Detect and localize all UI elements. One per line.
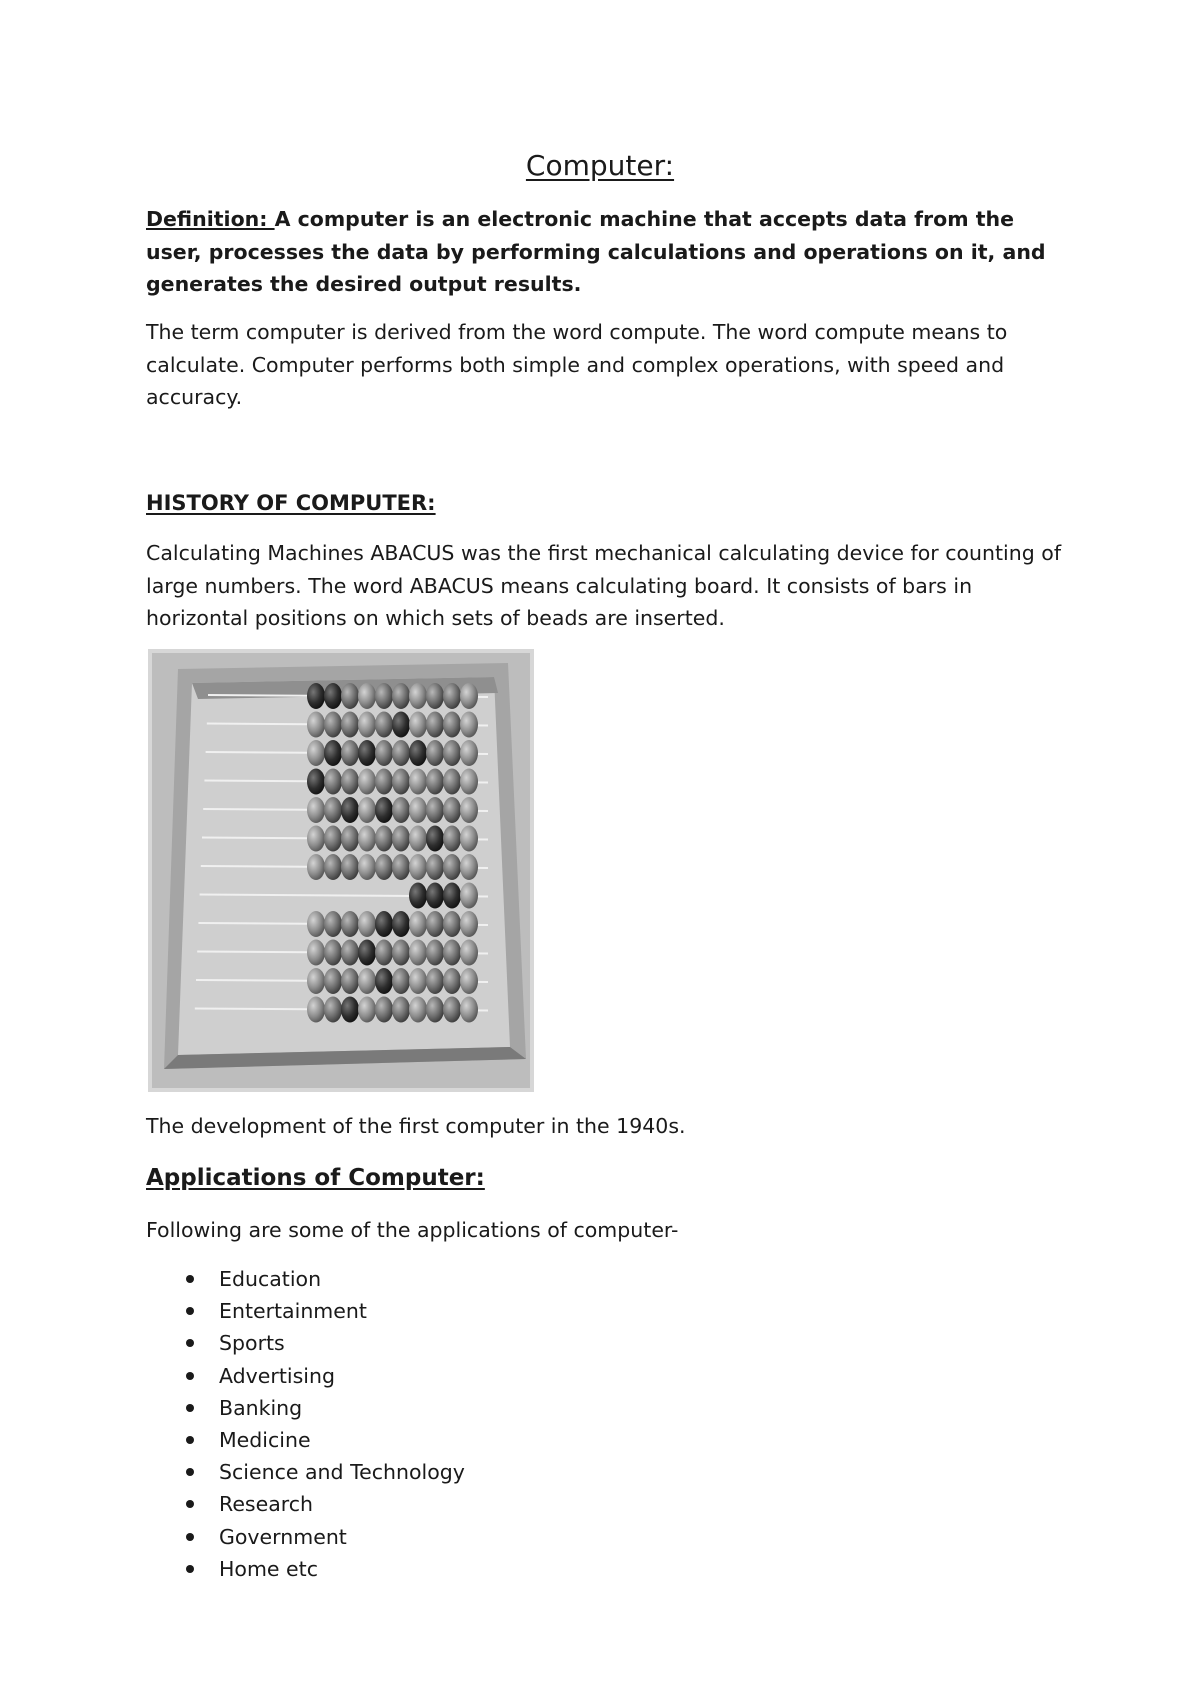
abacus-bead xyxy=(392,968,410,994)
abacus-bead xyxy=(443,883,461,909)
bullet-icon xyxy=(186,1275,194,1283)
abacus-bead xyxy=(324,769,342,795)
abacus-bead xyxy=(460,997,478,1023)
abacus-bead xyxy=(426,826,444,852)
abacus-bead xyxy=(341,968,359,994)
abacus-bead xyxy=(392,854,410,880)
abacus-bead xyxy=(426,683,444,709)
abacus-bead xyxy=(409,997,427,1023)
abacus-bead xyxy=(443,769,461,795)
abacus-bead xyxy=(307,797,325,823)
abacus-bead xyxy=(426,883,444,909)
bullet-icon xyxy=(186,1533,194,1541)
bullet-icon xyxy=(186,1339,194,1347)
abacus-bead xyxy=(409,940,427,966)
abacus-bead xyxy=(358,712,376,738)
list-item: Education xyxy=(180,1263,465,1295)
abacus-bead xyxy=(409,826,427,852)
abacus-bead xyxy=(443,797,461,823)
abacus-bead xyxy=(307,683,325,709)
abacus-bead xyxy=(460,740,478,766)
abacus-bead xyxy=(426,854,444,880)
abacus-bead xyxy=(358,940,376,966)
abacus-bead xyxy=(460,826,478,852)
abacus-bead xyxy=(460,911,478,937)
abacus-bead xyxy=(409,797,427,823)
abacus-bead xyxy=(443,826,461,852)
abacus-bead xyxy=(375,683,393,709)
abacus-bead xyxy=(443,940,461,966)
definition-text: A computer is an electronic machine that accepts data from the user, processes the data by performing calculations and operations on it, and generates the desired output results. xyxy=(146,207,1046,296)
applications-heading: Applications of Computer: xyxy=(146,1165,485,1191)
abacus-bead xyxy=(358,911,376,937)
list-item: Medicine xyxy=(180,1424,465,1456)
abacus-bead xyxy=(392,683,410,709)
abacus-bead xyxy=(392,997,410,1023)
list-item: Home etc xyxy=(180,1553,465,1585)
abacus-bead xyxy=(375,997,393,1023)
abacus-bead xyxy=(341,797,359,823)
abacus-bead xyxy=(307,769,325,795)
abacus-bead xyxy=(443,997,461,1023)
abacus-bead xyxy=(392,911,410,937)
abacus-bead xyxy=(324,683,342,709)
abacus-bead xyxy=(409,968,427,994)
abacus-bead xyxy=(443,740,461,766)
abacus-bead xyxy=(324,911,342,937)
definition-label: Definition: xyxy=(146,207,275,231)
abacus-bead xyxy=(375,740,393,766)
abacus-bead xyxy=(409,769,427,795)
abacus-bead xyxy=(409,854,427,880)
abacus-bead xyxy=(426,712,444,738)
abacus-bead xyxy=(324,854,342,880)
abacus-bead xyxy=(426,997,444,1023)
abacus-bead xyxy=(460,797,478,823)
abacus-bead xyxy=(341,769,359,795)
abacus-bead xyxy=(460,854,478,880)
abacus-bead xyxy=(426,740,444,766)
abacus-bead xyxy=(358,683,376,709)
abacus-bead xyxy=(324,940,342,966)
list-item: Government xyxy=(180,1521,465,1553)
abacus-bead xyxy=(426,911,444,937)
applications-intro: Following are some of the applications of computer- xyxy=(146,1218,679,1242)
bullet-icon xyxy=(186,1372,194,1380)
abacus-bead xyxy=(375,712,393,738)
abacus-bead xyxy=(341,740,359,766)
abacus-bead xyxy=(409,683,427,709)
abacus-bead xyxy=(307,911,325,937)
list-item: Entertainment xyxy=(180,1295,465,1327)
list-item: Research xyxy=(180,1488,465,1520)
abacus-bead xyxy=(341,854,359,880)
abacus-bead xyxy=(392,740,410,766)
abacus-bead xyxy=(375,911,393,937)
abacus-bead xyxy=(307,940,325,966)
abacus-bead xyxy=(426,968,444,994)
abacus-bead xyxy=(307,826,325,852)
abacus-bead xyxy=(409,712,427,738)
abacus-bead xyxy=(443,911,461,937)
abacus-bead xyxy=(375,940,393,966)
bullet-icon xyxy=(186,1307,194,1315)
abacus-bead xyxy=(341,683,359,709)
abacus-bead xyxy=(409,883,427,909)
abacus-bead xyxy=(426,797,444,823)
abacus-bead xyxy=(460,712,478,738)
abacus-bead xyxy=(341,712,359,738)
bullet-icon xyxy=(186,1500,194,1508)
abacus-bead xyxy=(341,826,359,852)
abacus-bead xyxy=(443,854,461,880)
abacus-bead xyxy=(409,911,427,937)
abacus-bead xyxy=(307,997,325,1023)
abacus-bead xyxy=(324,797,342,823)
abacus-bead xyxy=(443,683,461,709)
abacus-bead xyxy=(341,997,359,1023)
abacus-bead xyxy=(460,968,478,994)
abacus-bead xyxy=(307,740,325,766)
abacus-bead xyxy=(324,826,342,852)
abacus-bead xyxy=(375,797,393,823)
abacus-bead xyxy=(460,683,478,709)
bullet-icon xyxy=(186,1436,194,1444)
abacus-bead xyxy=(307,854,325,880)
bullet-icon xyxy=(186,1565,194,1573)
history-heading: HISTORY OF COMPUTER: xyxy=(146,491,436,515)
abacus-bead xyxy=(358,968,376,994)
abacus-bead xyxy=(358,797,376,823)
abacus-bead xyxy=(358,854,376,880)
page-title: Computer: xyxy=(525,149,675,182)
abacus-bead xyxy=(324,997,342,1023)
history-paragraph: Calculating Machines ABACUS was the first mechanical calculating device for counting of large numbers. The word ABACUS means calculating board. It consists of bars in horizontal positions on which sets of beads are inserted. xyxy=(146,541,1062,630)
abacus-bead xyxy=(460,769,478,795)
list-item: Sports xyxy=(180,1327,465,1359)
abacus-bead xyxy=(392,712,410,738)
abacus-bead xyxy=(392,940,410,966)
abacus-bead xyxy=(324,712,342,738)
abacus-bead xyxy=(358,997,376,1023)
abacus-bead xyxy=(341,911,359,937)
abacus-bead xyxy=(460,883,478,909)
abacus-bead xyxy=(426,940,444,966)
abacus-bead xyxy=(392,797,410,823)
abacus-bead xyxy=(341,940,359,966)
abacus-bead xyxy=(324,740,342,766)
abacus-bead xyxy=(443,968,461,994)
list-item: Science and Technology xyxy=(180,1456,465,1488)
abacus-bead xyxy=(358,826,376,852)
abacus-bead xyxy=(307,712,325,738)
bullet-icon xyxy=(186,1468,194,1476)
applications-list xyxy=(180,1263,465,1585)
abacus-bead xyxy=(375,968,393,994)
abacus-bead xyxy=(392,769,410,795)
abacus-image xyxy=(148,649,534,1092)
abacus-bead xyxy=(409,740,427,766)
abacus-bead xyxy=(358,769,376,795)
abacus-bead xyxy=(375,854,393,880)
definition-paragraph xyxy=(146,203,1076,301)
abacus-bead xyxy=(392,826,410,852)
list-item: Advertising xyxy=(180,1360,465,1392)
abacus-bead xyxy=(426,769,444,795)
term-paragraph: The term computer is derived from the word compute. The word compute means to calculate. Computer performs both simple and complex operations, with speed and accuracy. xyxy=(146,320,1008,409)
bullet-icon xyxy=(186,1404,194,1412)
abacus-bead xyxy=(358,740,376,766)
development-paragraph: The development of the first computer in the 1940s. xyxy=(146,1114,686,1138)
abacus-bead xyxy=(324,968,342,994)
abacus-bead xyxy=(375,826,393,852)
abacus-bead xyxy=(307,968,325,994)
list-item: Banking xyxy=(180,1392,465,1424)
abacus-bead xyxy=(460,940,478,966)
abacus-bead xyxy=(375,769,393,795)
abacus-bead xyxy=(443,712,461,738)
